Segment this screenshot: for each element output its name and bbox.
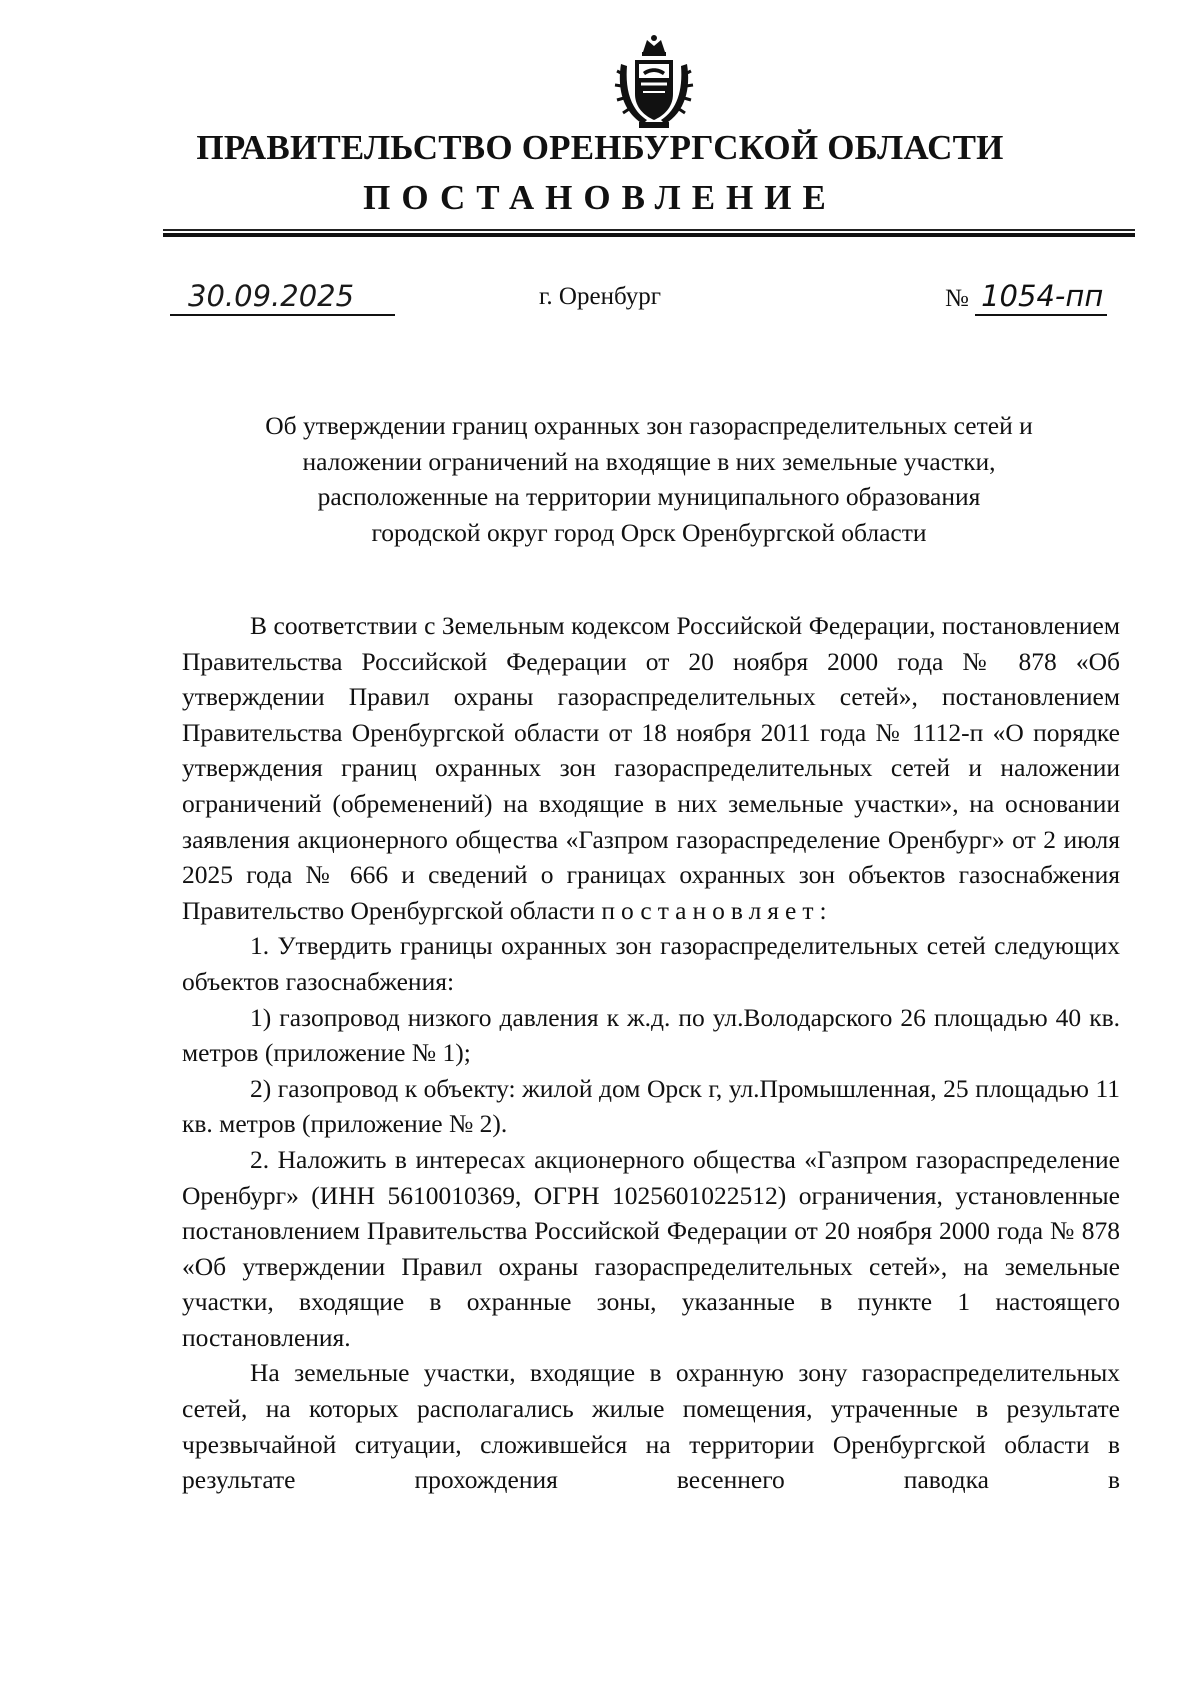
item-1-1-paragraph: 1) газопровод низкого давления к ж.д. по ул.Володарского 26 площадью 40 кв. метров (приложение № 1); (182, 1002, 1120, 1068)
decree-word: постановляет: (601, 895, 833, 925)
item-2-continuation-paragraph: На земельные участки, входящие в охранную зону газораспределительных сетей, на которых располагались жилые помещения, утраченные в результате чрезвычайной ситуации, сложившейся на территории Оренбургской области в результате прохождения весеннего паводка в (182, 1358, 1120, 1495)
number-value: 1054-пп (975, 278, 1107, 316)
header-divider-thick (163, 233, 1135, 237)
preamble-text: В соответствии с Земельным кодексом Российской Федерации, постановлением Правительства Российской Федерации от 20 ноября 2000 года № 878 «Об утверждении Правил охраны газораспределительных сетей», постановлением Правительства Оренбургской области от 18 ноября 2011 года № 1112-п «О порядке утверждения границ охранных зон газораспределительных сетей и наложении ограничений (обременений) на входящие в них земельные участки», на основании заявления акционерного общества «Газпром газораспределение Оренбург» от 2 июля 2025 года № 666 и сведений о границах охранных зон объектов газоснабжения Правительство Оренбургской области (182, 611, 1120, 925)
document-number (945, 278, 1107, 317)
item-2-paragraph: 2. Наложить в интересах акционерного общества «Газпром газораспределение Оренбург» (ИНН 5610010369, ОГРН 1025601022512) ограничения, установленные постановлением Правительства Российской Федерации от 20 ноября 2000 года № 878 «Об утверждении Правил охраны газораспределительных сетей», на земельные участки, входящие в охранные зоны, указанные в пункте 1 настоящего постановления. (182, 1144, 1120, 1352)
document-title (163, 408, 1135, 550)
coat-of-arms-emblem (613, 34, 695, 130)
organization-name: ПРАВИТЕЛЬСТВО ОРЕНБУРГСКОЙ ОБЛАСТИ (196, 128, 1004, 167)
document-date: 30.09.2025 (170, 278, 395, 316)
header-divider-thin (163, 229, 1135, 231)
title-line: наложении ограничений на входящие в них земельные участки, (302, 446, 996, 476)
title-line: Об утверждении границ охранных зон газораспределительных сетей и (265, 411, 1033, 440)
preamble-paragraph (182, 608, 1120, 928)
document-body (182, 608, 1120, 1498)
item-1-paragraph: 1. Утвердить границы охранных зон газораспределительных сетей следующих объектов газоснабжения: (182, 931, 1120, 996)
title-line: расположенные на территории муниципального образования (317, 482, 981, 512)
item-1-2-paragraph: 2) газопровод к объекту: жилой дом Орск г, ул.Промышленная, 25 площадью 11 кв. метров (приложение № 2). (182, 1073, 1120, 1139)
number-prefix: № (945, 285, 969, 312)
document-city: г. Оренбург (539, 283, 661, 310)
document-type: ПОСТАНОВЛЕНИЕ (363, 178, 837, 217)
title-line: городской округ город Орск Оренбургской области (371, 517, 927, 547)
